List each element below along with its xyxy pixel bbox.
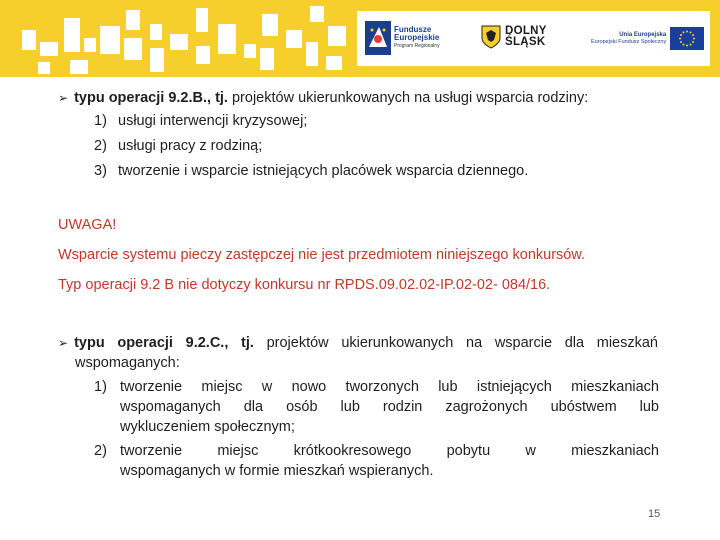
ue-line2: Europejski Fundusz Społeczny xyxy=(591,38,667,45)
item-number: 1) xyxy=(94,379,107,395)
item-text: usługi pracy z rodziną; xyxy=(118,138,263,154)
item-number: 2) xyxy=(94,138,107,154)
item-number: 2) xyxy=(94,443,107,459)
section2-bold-lead: typu operacji 9.2.C., tj. xyxy=(74,335,254,351)
section1-item xyxy=(94,113,307,129)
fe-line3: Program Regionalny xyxy=(394,43,440,49)
arrow-bullet-icon: ➢ xyxy=(58,336,69,350)
ds-line2: ŚLĄSK xyxy=(505,36,546,48)
item-text-line: wspomaganych dla osób lub rodzin zagrożonych ubóstwem lub xyxy=(120,399,659,415)
item-number: 1) xyxy=(94,113,107,129)
section1-bold-lead: typu operacji 9.2.B., tj. xyxy=(74,90,228,106)
notice-line2: Typ operacji 9.2 B nie dotyczy konkursu nr RPDS.09.02.02-IP.02-02- 084/16. xyxy=(58,277,551,293)
section2-heading xyxy=(58,335,658,351)
notice-line1: Wsparcie systemu pieczy zastępczej nie jest przedmiotem niniejszego konkursów. xyxy=(58,247,586,263)
item-number: 3) xyxy=(94,163,107,179)
arrow-bullet-icon: ➢ xyxy=(58,91,69,105)
ue-line1: Unia Europejska xyxy=(619,31,667,38)
item-text-line: wspomaganych w formie mieszkań wspieranych. xyxy=(120,463,434,479)
item-text-line: wykluczeniem społecznym; xyxy=(120,419,295,435)
item-text-line: tworzenie miejsc krótkookresowego pobytu w mieszkaniach xyxy=(120,443,659,459)
fe-line2: Europejskie xyxy=(394,33,440,42)
section1-item xyxy=(94,163,528,179)
section1-item xyxy=(94,138,262,154)
page-number: 15 xyxy=(648,508,661,520)
item-text: usługi interwencji kryzysowej; xyxy=(118,113,308,129)
notice-heading: UWAGA! xyxy=(58,217,117,233)
ds-line1: DOLNY xyxy=(505,25,547,37)
section1-rest: projektów ukierunkowanych na usługi wsparcia rodziny: xyxy=(227,90,589,106)
item-text-line: tworzenie miejsc w nowo tworzonych lub istniejących mieszkaniach xyxy=(120,379,659,395)
section1-heading xyxy=(58,90,588,106)
item-text: tworzenie i wsparcie istniejących placówek wsparcia dziennego. xyxy=(118,163,529,179)
section2-heading-cont: wspomaganych: xyxy=(75,355,180,371)
section2-rest: projektów ukierunkowanych na wsparcie dla mieszkań xyxy=(253,335,658,351)
fe-line1: Fundusze xyxy=(394,25,432,34)
